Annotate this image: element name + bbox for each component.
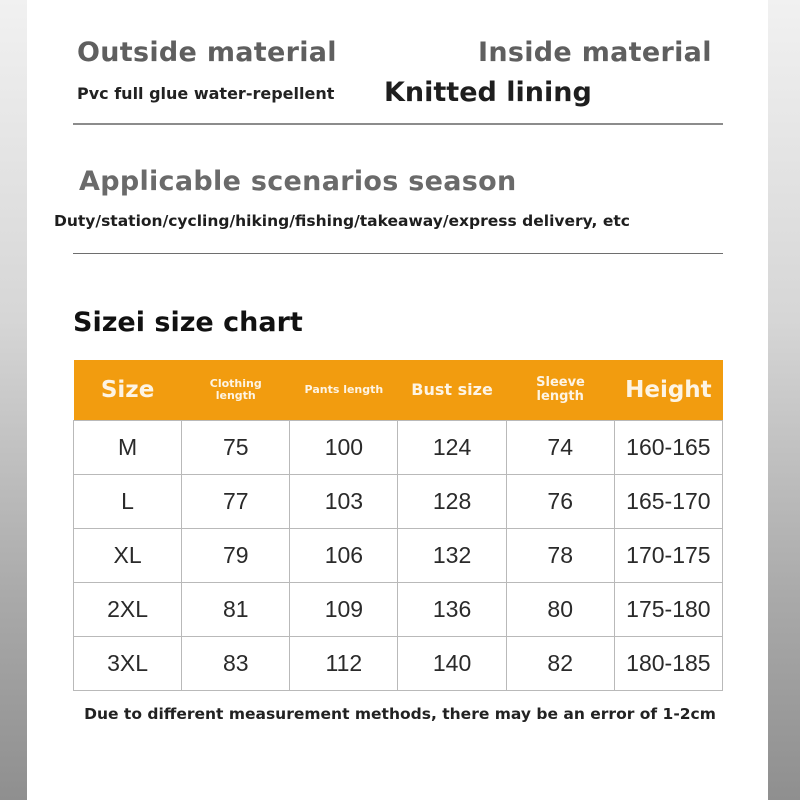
column-header-height: Height bbox=[614, 360, 722, 421]
cell-clothing-length: 79 bbox=[182, 529, 290, 583]
cell-size: L bbox=[74, 475, 182, 529]
column-header-size: Size bbox=[74, 360, 182, 421]
size-chart-table bbox=[73, 360, 723, 691]
table-row bbox=[74, 421, 723, 475]
cell-pants-length: 103 bbox=[290, 475, 398, 529]
outside-material-value: Pvc full glue water-repellent bbox=[77, 84, 335, 103]
divider bbox=[73, 123, 723, 125]
cell-sleeve-length: 80 bbox=[506, 583, 614, 637]
cell-bust-size: 124 bbox=[398, 421, 506, 475]
inside-material-heading: Inside material bbox=[478, 37, 712, 68]
scenarios-value: Duty/station/cycling/hiking/fishing/takeaway/express delivery, etc bbox=[54, 212, 630, 230]
cell-height: 170-175 bbox=[614, 529, 722, 583]
cell-size: M bbox=[74, 421, 182, 475]
cell-sleeve-length: 74 bbox=[506, 421, 614, 475]
cell-clothing-length: 75 bbox=[182, 421, 290, 475]
cell-sleeve-length: 78 bbox=[506, 529, 614, 583]
cell-size: 3XL bbox=[74, 637, 182, 691]
column-header-pants-length: Pants length bbox=[290, 360, 398, 421]
cell-pants-length: 100 bbox=[290, 421, 398, 475]
table-row bbox=[74, 583, 723, 637]
table-row bbox=[74, 529, 723, 583]
cell-bust-size: 128 bbox=[398, 475, 506, 529]
cell-bust-size: 132 bbox=[398, 529, 506, 583]
cell-sleeve-length: 82 bbox=[506, 637, 614, 691]
cell-clothing-length: 83 bbox=[182, 637, 290, 691]
cell-bust-size: 136 bbox=[398, 583, 506, 637]
cell-clothing-length: 77 bbox=[182, 475, 290, 529]
cell-height: 175-180 bbox=[614, 583, 722, 637]
cell-clothing-length: 81 bbox=[182, 583, 290, 637]
size-chart-title: Sizei size chart bbox=[73, 307, 303, 338]
outside-material-heading: Outside material bbox=[77, 37, 337, 68]
table-row bbox=[74, 475, 723, 529]
cell-height: 180-185 bbox=[614, 637, 722, 691]
cell-height: 165-170 bbox=[614, 475, 722, 529]
cell-pants-length: 106 bbox=[290, 529, 398, 583]
cell-pants-length: 112 bbox=[290, 637, 398, 691]
cell-bust-size: 140 bbox=[398, 637, 506, 691]
inside-material-value: Knitted lining bbox=[384, 77, 592, 108]
table-row bbox=[74, 637, 723, 691]
cell-height: 160-165 bbox=[614, 421, 722, 475]
cell-sleeve-length: 76 bbox=[506, 475, 614, 529]
divider bbox=[73, 253, 723, 254]
column-header-sleeve-length: Sleeve length bbox=[506, 360, 614, 421]
column-header-clothing-length: Clothing length bbox=[182, 360, 290, 421]
cell-size: 2XL bbox=[74, 583, 182, 637]
scenarios-heading: Applicable scenarios season bbox=[79, 166, 517, 197]
table-header-row bbox=[74, 360, 723, 421]
cell-size: XL bbox=[74, 529, 182, 583]
measurement-note: Due to different measurement methods, there may be an error of 1-2cm bbox=[84, 705, 716, 723]
column-header-bust-size: Bust size bbox=[398, 360, 506, 421]
cell-pants-length: 109 bbox=[290, 583, 398, 637]
